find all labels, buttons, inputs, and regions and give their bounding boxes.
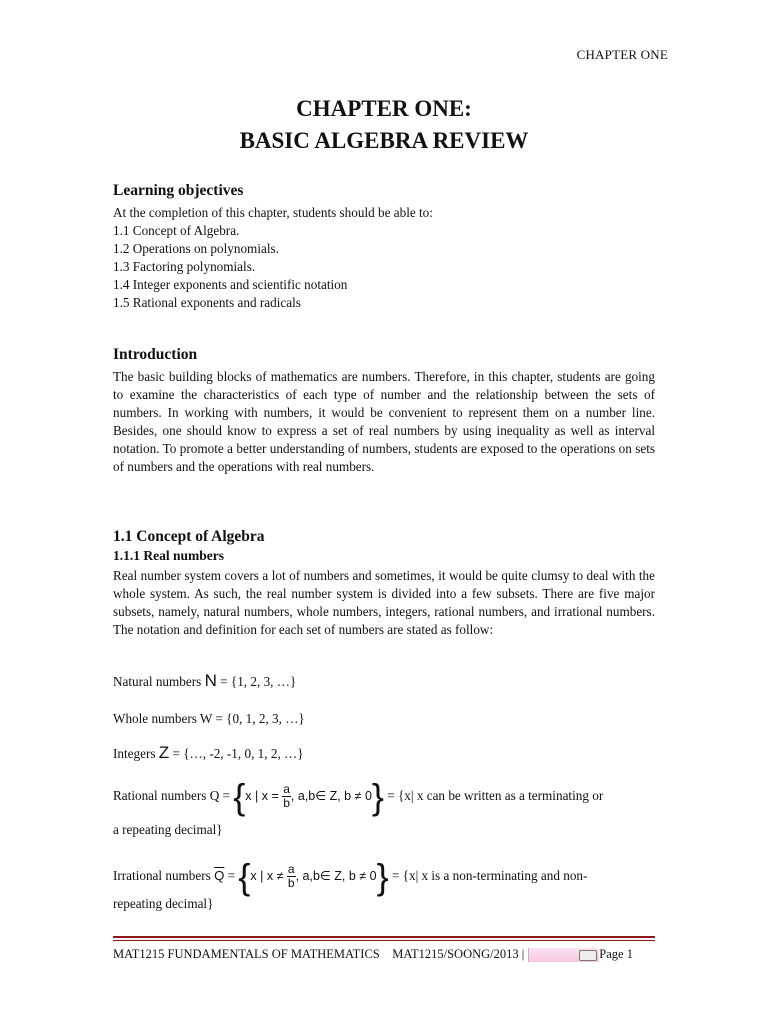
irrational-numbers-line2: repeating decimal}	[113, 896, 214, 911]
irrational-after: = {x| x is a non-terminating and non-	[388, 868, 588, 883]
section-heading: 1.1 Concept of Algebra	[113, 528, 265, 545]
irrational-set-left: x | x ≠	[250, 869, 287, 883]
page-footer	[113, 947, 655, 962]
page-icon	[579, 950, 597, 961]
integers-value: = {…, -2, -1, 0, 1, 2, …}	[169, 746, 304, 761]
rational-set-right: , a,b∈ Z, b ≠ 0	[290, 789, 372, 803]
footer-rule-thin	[113, 940, 655, 941]
running-head: CHAPTER ONE	[576, 47, 668, 62]
rational-fraction	[282, 783, 291, 810]
footer-separator: |	[521, 947, 525, 961]
objectives-intro: At the completion of this chapter, students should be able to:	[113, 205, 433, 220]
objective-item: 1.1 Concept of Algebra.	[113, 223, 240, 238]
integers-label: Integers	[113, 746, 159, 761]
fraction-numerator: a	[287, 862, 295, 877]
page-box	[528, 948, 599, 962]
left-brace-icon: {	[233, 775, 246, 817]
chapter-title-line1: CHAPTER ONE:	[296, 96, 472, 121]
whole-numbers-line: Whole numbers W = {0, 1, 2, 3, …}	[113, 711, 305, 726]
footer-page: Page 1	[599, 947, 633, 961]
fraction-denominator: b	[283, 796, 290, 811]
objective-item: 1.4 Integer exponents and scientific notation	[113, 277, 348, 292]
introduction-paragraph: The basic building blocks of mathematics are numbers. Therefore, in this chapter, students are going to examine the characteristics of each type of number and the relationship between the sets of numbers. In working with numbers, it would be convenient to represent them on a number line. Besides, one should know to express a set of real numbers by using inequality as well as interval notation. To promote a better understanding of numbers, students are exposed to the operations on sets of numbers and the operations with real numbers.	[113, 369, 655, 474]
footer-rule	[113, 936, 655, 938]
rational-set-left: x | x =	[245, 789, 283, 803]
footer-code: MAT1215/SOONG/2013	[392, 947, 519, 961]
chapter-title-line2: BASIC ALGEBRA REVIEW	[239, 128, 529, 153]
introduction-heading: Introduction	[113, 346, 198, 363]
integers-line	[113, 744, 304, 763]
objective-item: 1.3 Factoring polynomials.	[113, 259, 256, 274]
natural-value: = {1, 2, 3, …}	[216, 674, 297, 689]
rational-numbers-line2: a repeating decimal}	[113, 822, 223, 837]
natural-label: Natural numbers	[113, 674, 205, 689]
irrational-label: Irrational numbers	[113, 868, 215, 883]
fraction-denominator: b	[287, 876, 295, 891]
rational-label: Rational numbers Q =	[113, 788, 234, 803]
left-brace-icon: {	[238, 855, 251, 897]
irrational-equals: =	[224, 868, 239, 883]
objective-item: 1.2 Operations on polynomials.	[113, 241, 279, 256]
natural-symbol: N	[204, 671, 217, 690]
irrational-fraction	[287, 863, 296, 890]
subsection-heading: 1.1.1 Real numbers	[113, 548, 224, 563]
objectives-heading: Learning objectives	[113, 182, 244, 199]
irrational-symbol: $\overline{Q}$	[214, 868, 225, 883]
fraction-numerator: a	[283, 782, 290, 797]
right-brace-icon: }	[376, 855, 389, 897]
rational-after: = {x| x can be written as a terminating or	[383, 788, 604, 803]
objective-item: 1.5 Rational exponents and radicals	[113, 295, 301, 310]
natural-numbers-line	[113, 672, 296, 691]
irrational-numbers-line	[113, 856, 587, 896]
real-numbers-paragraph: Real number system covers a lot of numbers and sometimes, it would be quite clumsy to deal with the whole system. As such, the real number system is divided into a few subsets. There are five major subsets, namely, natural numbers, whole numbers, integers, rational numbers, and irrational numbers. The notation and definition for each set of numbers are stated as follow:	[113, 568, 655, 637]
integers-symbol: Z	[158, 743, 170, 762]
irrational-set-right: , a,b∈ Z, b ≠ 0	[295, 869, 377, 883]
footer-course: MAT1215 FUNDAMENTALS OF MATHEMATICS	[113, 947, 380, 961]
right-brace-icon: }	[371, 775, 384, 817]
rational-numbers-line	[113, 776, 603, 816]
